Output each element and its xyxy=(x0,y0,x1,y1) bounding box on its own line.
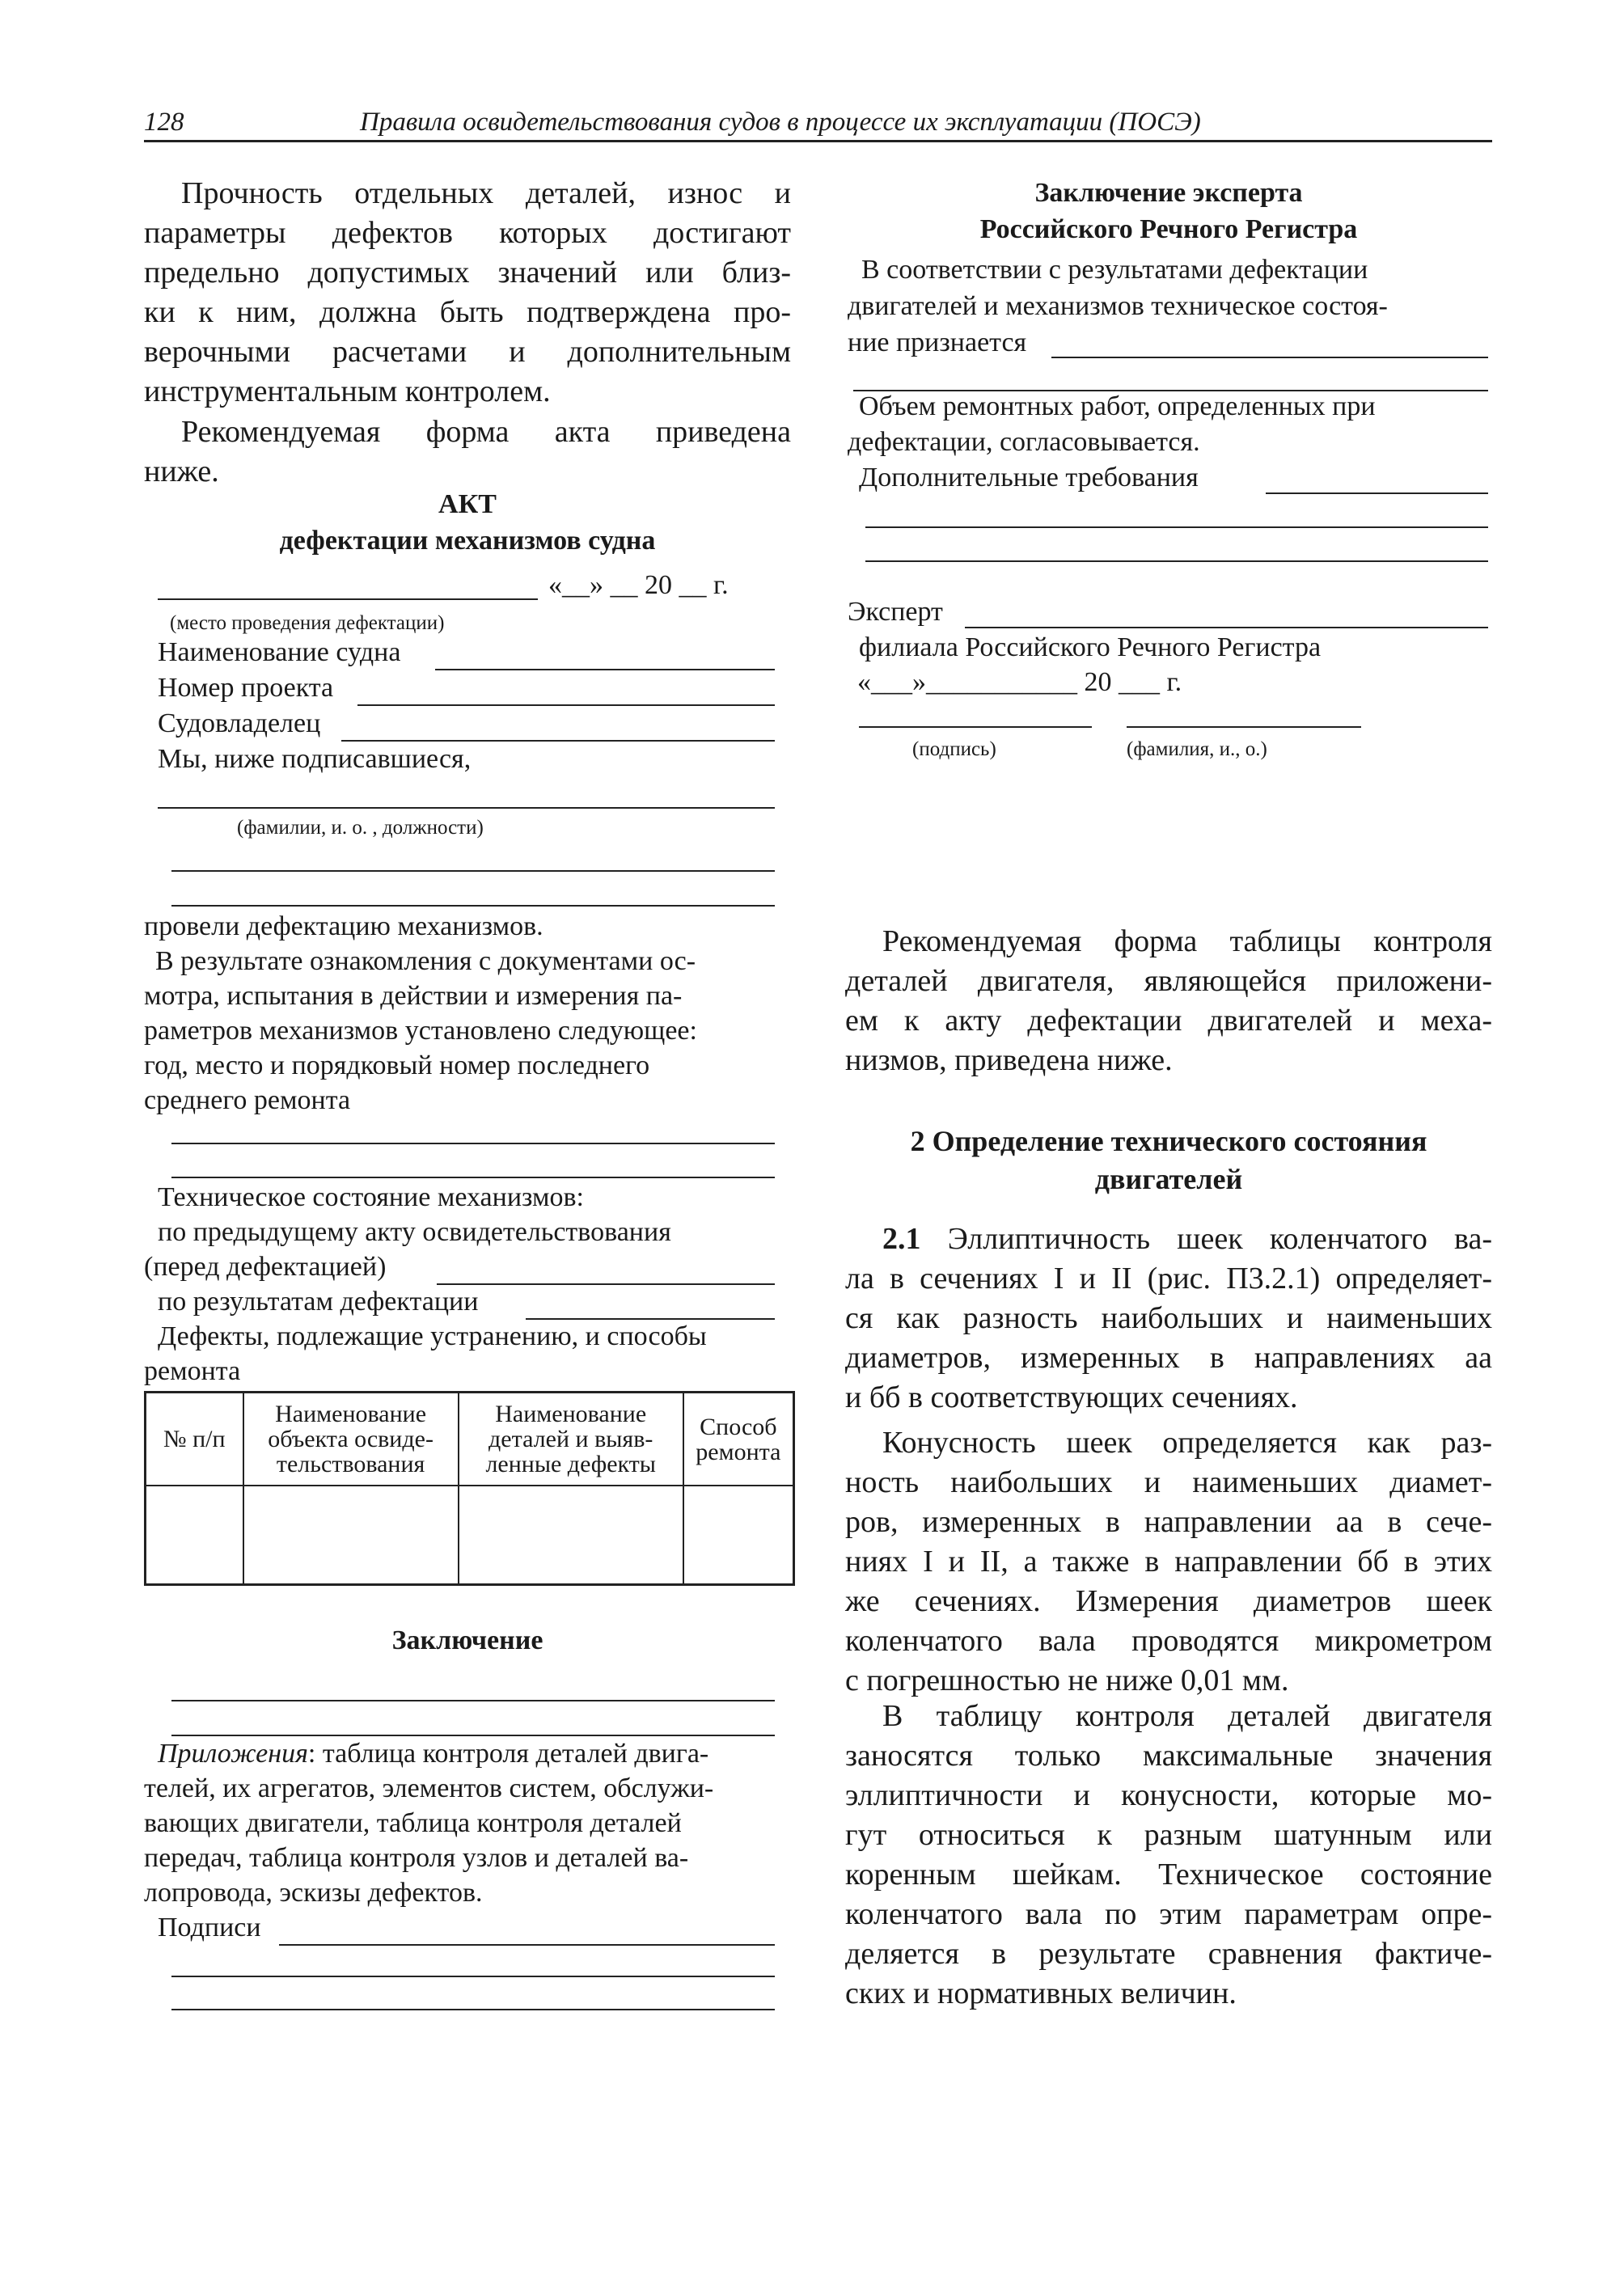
vessel-name-line xyxy=(435,669,775,670)
paragraph-number: 2.1 xyxy=(882,1222,921,1256)
result-line: год, место и порядковый номер последнего xyxy=(144,1050,650,1080)
recommend-table-paragraph: Рекомендуемая форма таблицы контроля деталей двигателя, являющейся приложени- ем к акту дефектации двигателей и меха- низмов, приведена ниже. xyxy=(845,924,1492,1077)
recommend-act-paragraph: Рекомендуемая форма акта приведена ниже. xyxy=(144,415,791,488)
conclusion-line-1 xyxy=(171,1700,775,1701)
additional-label: Дополнительные требования xyxy=(859,463,1199,492)
shipowner-line xyxy=(341,740,775,742)
table-row xyxy=(146,1486,794,1585)
names-caption: (фамилии, и. о. , должности) xyxy=(237,817,484,839)
act-date: «__» __ 20 __ г. xyxy=(548,570,729,600)
project-number-label: Номер проекта xyxy=(158,673,334,703)
col-header: Наименование объекта освиде-тельствования xyxy=(243,1393,459,1486)
expert-text: ние признается xyxy=(848,328,1027,357)
repair-line-2 xyxy=(171,1177,775,1178)
appendix-line: Приложения: таблица контроля деталей двига- xyxy=(158,1739,709,1769)
result-line: мотра, испытания в действии и измерения па- xyxy=(144,981,683,1011)
signature-caption: (подпись) xyxy=(912,738,996,760)
defects-table xyxy=(144,1391,795,1586)
additional-line-2 xyxy=(865,526,1488,528)
running-title: Правила освидетельствования судов в процессе их эксплуатации (ПОСЭ) xyxy=(360,108,1201,137)
table-cell xyxy=(683,1486,794,1585)
expert-text: двигателей и механизмов техническое состоя- xyxy=(848,291,1388,321)
additional-line-3 xyxy=(865,560,1488,562)
intro-paragraph: Прочность отдельных деталей, износ и параметры дефектов которых достигают предельно допустимых значений или близ- ки к ним, должна быть подтверждена про- верочными расчетами и дополнительным инструментальным контролем. xyxy=(144,176,791,408)
performed-text: провели дефектацию механизмов. xyxy=(144,911,543,941)
table-cell xyxy=(243,1486,459,1585)
col-header: Наименование деталей и выяв-ленные дефекты xyxy=(459,1393,683,1486)
tech-state-text: (перед дефектацией) xyxy=(144,1252,387,1282)
prev-act-line xyxy=(437,1283,775,1285)
expert-subtitle: Российского Речного Регистра xyxy=(979,214,1358,244)
repair-line-1 xyxy=(171,1143,775,1144)
name-caption: (фамилия, и., о.) xyxy=(1127,738,1267,760)
tech-state-text: по результатам дефектации xyxy=(158,1287,479,1317)
signature-line-1 xyxy=(279,1944,775,1946)
appendix-line: лопровода, эскизы дефектов. xyxy=(144,1878,483,1908)
expert-text: В соответствии с результатами дефектации xyxy=(861,255,1368,285)
page-number: 128 xyxy=(144,108,184,137)
defect-result-line xyxy=(526,1318,775,1320)
signature-line xyxy=(859,726,1092,728)
shipowner-label: Судовладелец xyxy=(158,708,321,738)
additional-line-1 xyxy=(1266,492,1488,494)
result-line: В результате ознакомления с документами ос- xyxy=(155,946,696,976)
col-header: № п/п xyxy=(146,1393,243,1486)
expert-line xyxy=(965,627,1488,628)
place-line xyxy=(158,598,538,600)
tech-state-text: по предыдущему акту освидетельствования xyxy=(158,1217,671,1247)
taper-paragraph: Конусность шеек определяется как раз- ность наибольших и наименьших диамет- ров, измеренных в направлении аа в сече- ниях I и II, а также в направлении бб в этих же сечениях. Измерения диаметров шеек коленчатого вала проводятся микрометром с погрешностью не ниже 0,01 мм. xyxy=(845,1426,1492,1697)
expert-title: Заключение эксперта xyxy=(1034,178,1303,208)
expert-label: Эксперт xyxy=(848,597,943,627)
table-cell xyxy=(146,1486,243,1585)
tech-state-text: Техническое состояние механизмов: xyxy=(158,1182,584,1212)
result-line: среднего ремонта xyxy=(144,1085,351,1115)
tech-state-text: Дефекты, подлежащие устранению, и способы xyxy=(158,1321,707,1351)
appendix-line: телей, их агрегатов, элементов систем, обслужи- xyxy=(144,1773,714,1803)
expert-date: «___»___________ 20 ___ г. xyxy=(857,667,1182,697)
signature-line-2 xyxy=(171,1976,775,1977)
result-line: раметров механизмов установлено следующее: xyxy=(144,1016,697,1046)
act-subtitle: дефектации механизмов судна xyxy=(279,526,656,556)
vessel-name-label: Наименование судна xyxy=(158,637,401,667)
names-line-1 xyxy=(158,807,775,809)
branch-text: филиала Российского Речного Регистра xyxy=(859,632,1322,662)
scope-text: Объем ремонтных работ, определенных при xyxy=(859,391,1376,421)
appendix-line: передач, таблица контроля узлов и деталей ва- xyxy=(144,1843,689,1873)
names-line-2 xyxy=(171,870,775,872)
section-title: 2 Определение технического состояния xyxy=(910,1125,1427,1157)
appendix-line: вающих двигатели, таблица контроля деталей xyxy=(144,1808,682,1838)
section-title-cont: двигателей xyxy=(1094,1163,1243,1195)
scope-text: дефектации, согласовывается. xyxy=(848,427,1200,457)
paragraph-2-1: 2.1 Эллиптичность шеек коленчатого ва- ла в сечениях I и II (рис. П3.2.1) определяет- ся как разность наибольших и наименьших диаметров, измеренных в направлениях аа и бб в соответствующих сечениях. xyxy=(845,1222,1492,1414)
conclusion-title: Заключение xyxy=(391,1625,543,1655)
project-number-line xyxy=(357,704,775,706)
signatures-label: Подписи xyxy=(158,1913,261,1942)
table-header-row xyxy=(146,1393,794,1486)
appendix-label: Приложения xyxy=(158,1739,308,1769)
tech-state-text: ремонта xyxy=(144,1356,241,1386)
table-paragraph: В таблицу контроля деталей двигателя заносятся только максимальные значения эллиптичности и конусности, которые мо- гут относиться к разным шатунным или коренным шейкам. Техническое состояние коленчатого вала по этим параметрам опре- деляется в результате сравнения фактиче- ских и нормативных величин. xyxy=(845,1699,1492,2010)
act-title: АКТ xyxy=(438,489,497,519)
undersigned-text: Мы, ниже подписавшиеся, xyxy=(158,744,472,774)
signature-line-3 xyxy=(171,2009,775,2010)
col-header: Способ ремонта xyxy=(683,1393,794,1486)
conclusion-line-2 xyxy=(171,1735,775,1736)
place-caption: (место проведения дефектации) xyxy=(170,612,445,634)
name-line xyxy=(1127,726,1361,728)
names-line-3 xyxy=(171,905,775,907)
table-cell xyxy=(459,1486,683,1585)
header-rule xyxy=(144,140,1492,142)
condition-line xyxy=(1051,357,1488,358)
